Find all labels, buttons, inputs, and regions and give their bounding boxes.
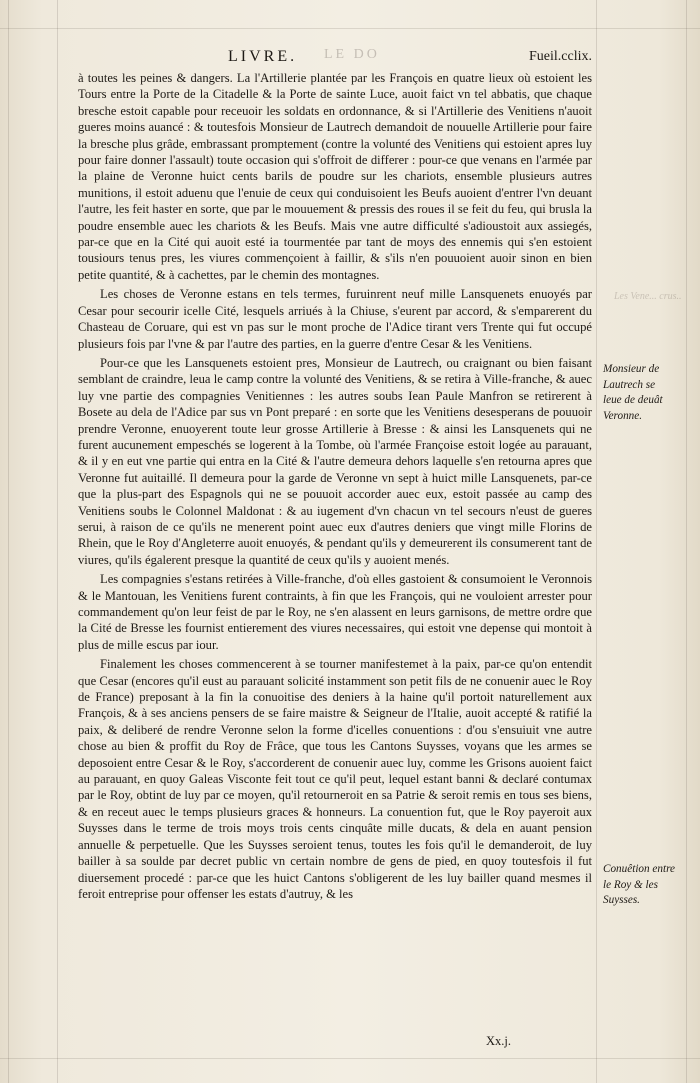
margin-note-lautrech: Monsieur de Lautrech se leue de deuât Veronne. [603, 363, 663, 422]
paragraph: Pour-ce que les Lansquenets estoient pres, Monsieur de Lautrech, ou craignant ou bien faisant semblant de craindre, leua le camp contre la volunté des Venitiens, & se retira à Ville-franche, & auec luy vne partie des compagnies Venitiennes : les autres soubs Iean Paule Manfron se retirerent à Bosete au dela de l'Adice par sus vn Pont preparé : en sorte que les Venitiens desesperans de pouuoir prendre Veronne, enuoyerent toute leur grosse Artillerie à Bresse : & ainsi les Lansquenets qui ne furent aucunement empeschés se logerent à la Tombe, où l'armée Françoise estoit logée au parauant, & il y en eut vne partie qui entra en la Cité & l'autre demeura dehors laquelle s'en retourna apres que Veronne fut auitaillé. Il demeura pour la garde de Veronne vn sept à huict mille Lansquenets, par-ce que la plus-part des Espagnols qui ne se pouuoit accorder auec eux, estoit passée au camp des Venitiens soubs le Colonnel Maldonat : & au iugement d'vn chacun vn tel secours n'eust de gueres serui, à raison de ce qu'ils ne menerent point auec eux d'autres deniers que vingt mille Florins de Rhein, que le Roy d'Angleterre auoit enuoyés, & pendant qu'ils y demeurerent ils consumerent tant de viures, qu'ils égalerent presque la quantité de ceux qu'ils y auoient menés. [78, 355, 592, 567]
bleed-through-margin-note: Les Vene... crus.. [614, 291, 682, 302]
paragraph: Les choses de Veronne estans en tels termes, furuinrent neuf mille Lansquenets enuoyés par Cesar pour secourir icelle Cité, lesquels arriués à la Chiuse, s'eurent par accord, & s'emparerent du Chasteau de Coruare, qui est vn pas sur le mont proche de l'Adice tirant vers Trente qui fut occupé plusieurs fois par l'vne & par l'autre des parties, en la guerre d'entre Cesar & les Venitiens. [78, 287, 592, 351]
paragraph: Les compagnies s'estans retirées à Ville-franche, d'où elles gastoient & consumoient le Veronnois & le Mantouan, les Venitiens furent contraints, à fin que les François, qui ne vouloient arrester pour commandement qu'on leur feist de par le Roy, ne s'en alassent en leurs garnisons, de mettre ordre que la Cité de Bresse les fournist entierement des viures necessaires, qui estoit vne depense qui montoit à plus de mille escus par iour. [78, 572, 592, 652]
signature-mark: Xx.j. [486, 1034, 511, 1048]
grid-line [686, 0, 687, 1083]
folio-number: Fueil.cclix. [529, 49, 592, 64]
bleed-through-title: LE DO [324, 47, 380, 62]
page-footer [78, 1034, 592, 1056]
grid-line [57, 0, 58, 1083]
grid-line [0, 28, 700, 29]
margin-note-suysses: Conuêtion entre le Roy & les Suysses. [603, 863, 675, 907]
grid-line [0, 1058, 700, 1059]
paragraph: Finalement les choses commencerent à se tourner manifestemet à la paix, par-ce qu'on entendit que Cesar (encores qu'il eust au parauant solicité instamment son petit fils de ne conuenir auec le Roy de France) preposant à la fin la conuoitise des deniers à la haine qu'il portoit naturellement aux François, & à ses anciens pensers de se faire maistre & Seigneur de l'Italie, auoit accepté & ratifié la paix, & deliberé de rendre Veronne selon la forme d'icelles conuentions : d'ou s'ensuiuit vne autre chose au bien & proffit du Roy de Frâce, que tous les Cantons Suysses, voyans que les armes se deposoient entre Cesar & le Roy, s'accorderent de conuenir auec luy, comme les Grisons auoient faict au parauant, en quoy Galeas Visconte feit tout ce qu'il peut, lequel estant banni & declaré contumax par le Roy, obtint de luy par ce moyen, qu'il retourneroit en sa Patrie & seroit remis en tous ses biens, & en receut auec le temps plusieurs graces & honneurs. La conuention fut, que le Roy payeroit aux Suysses dans le terme de trois moys trois cents cinquâte mille ducats, & dela en auant pension annuelle & perpetuelle. Que les Suysses seroient tenus, toutes les fois qu'il le demanderoit, de luy bailler à sa soulde par decret public vn certain nombre de gens de pied, en quoy toutesfois il fut diuersement procedé : par-ce que les huict Cantons s'obligerent de les luy bailler quand mesmes il feroit entreprise pour offenser les estats d'autruy, & les [78, 657, 592, 901]
body-text [78, 70, 592, 905]
running-title: LIVRE. [228, 48, 298, 65]
grid-line [596, 0, 597, 1083]
paragraph: à toutes les peines & dangers. La l'Artillerie plantée par les François en quatre lieux où estoient les Tours entre la Porte de la Citadelle & la Porte de sainte Luce, auoit faict vn tel abbatis, que chaque bresche estoit capable pour receuoir les soldats en ordonnance, & si l'Artillerie des Venitiens n'auoit gueres moins auancé : & toutesfois Monsieur de Lautrech demandoit de nouuelle Artillerie pour faire la bresche plus grâde, embrassant promptement (contre la volunté des Venitiens qui estoient apres luy pour faire donner l'assault) toute occasion qui s'offroit de differer : pour-ce que venans en l'armée par la plaine de Veronne huict cents barils de poudre sur les chariots, ensemble plusieurs autres munitions, il estoit aduenu que l'enuie de ceux qui conduisoient les Beufs auoient d'entrer l'vn deuant l'autre, les feit haster en sorte, que par le mouuement & pressis des roues il se feit du feu, qui brusla la poudre ensemble auec les chariots & les Beufs. Mais vne autre difficulté s'adioustoit aux assiegés, par-ce que en la Cité qui auoit esté ia tourmentée par tant de moys des ennemis qui s'en estoient tousiours tenus pres, les viures commençoient à faillir, & s'ils n'en pouuoient auoir sinon en bien petite quantité, & à cachettes, par le chemin des montagnes. [78, 71, 592, 282]
page-header [78, 48, 590, 70]
grid-line [8, 0, 9, 1083]
